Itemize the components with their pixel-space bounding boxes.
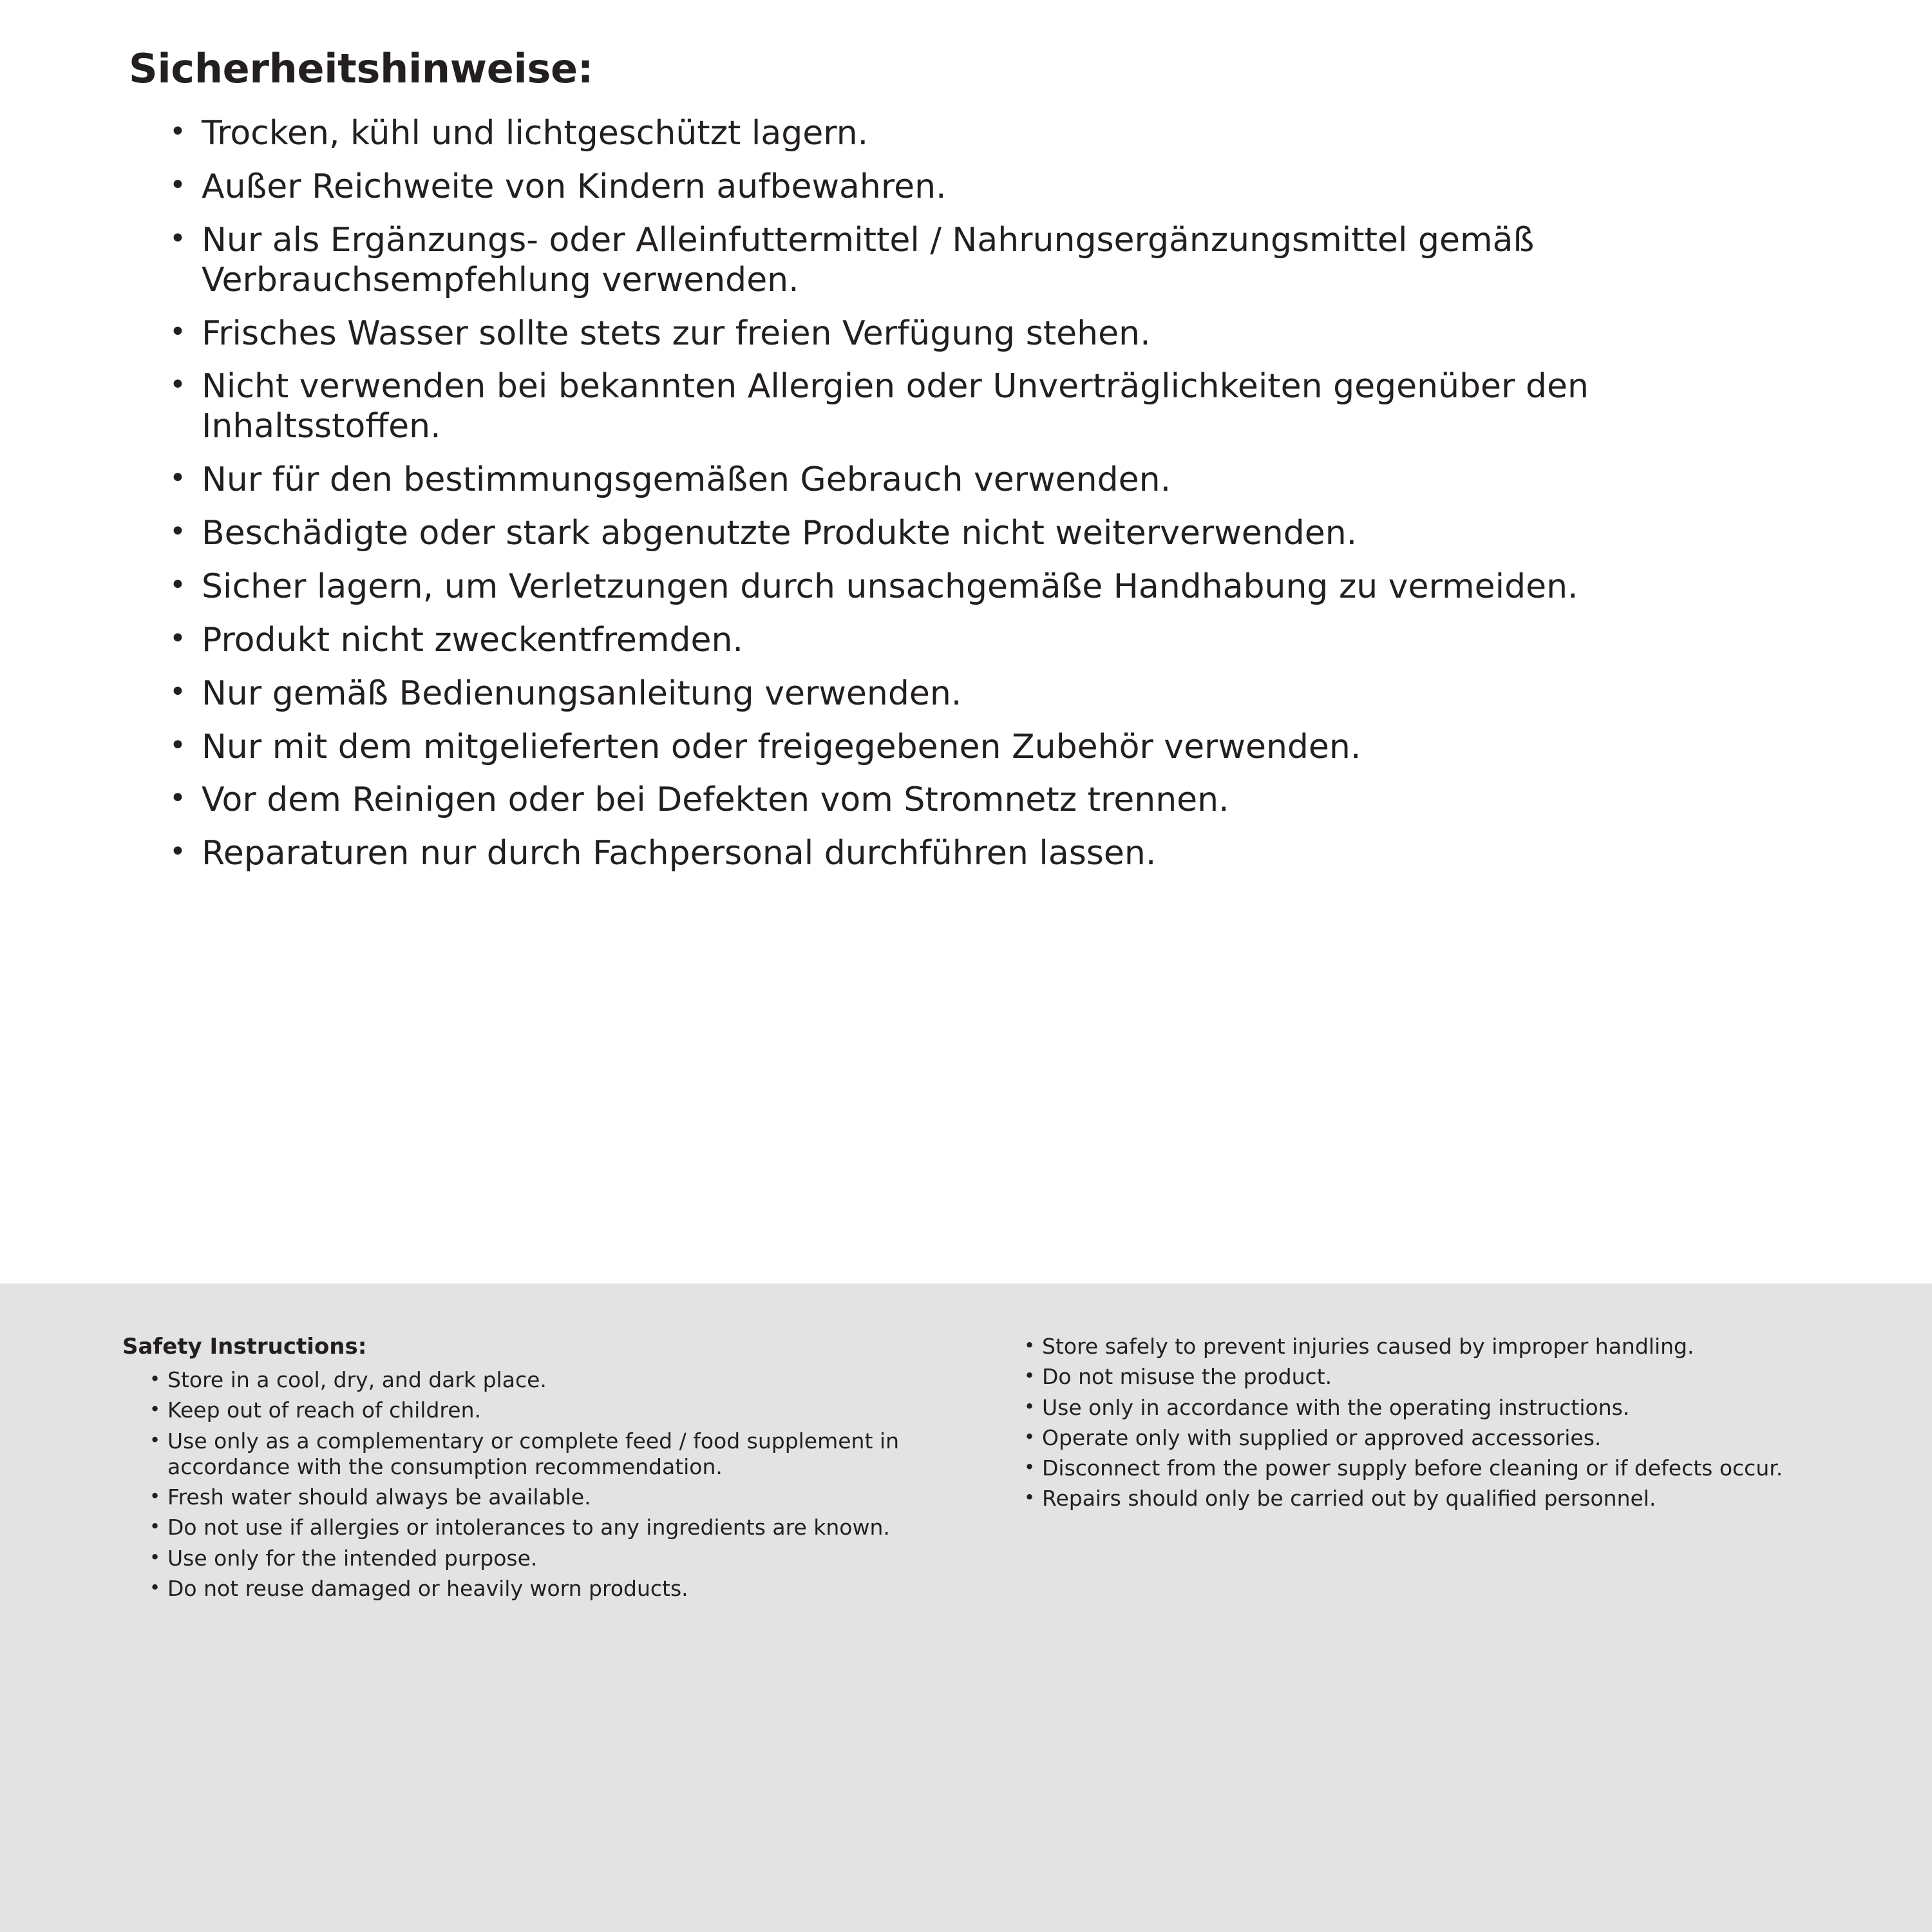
list-item-text: Do not reuse damaged or heavily worn products.	[167, 1575, 688, 1601]
list-item	[164, 367, 1835, 447]
bullet-icon: •	[169, 222, 186, 255]
list-item	[1024, 1334, 1874, 1359]
list-item	[164, 114, 1835, 154]
list-item-text: Frisches Wasser sollte stets zur freien Verfügung stehen.	[202, 314, 1151, 353]
list-item-text: Store in a cool, dry, and dark place.	[167, 1367, 547, 1392]
bullet-icon: •	[169, 462, 186, 495]
bullet-icon: •	[169, 115, 186, 148]
list-item-text: Do not misuse the product.	[1042, 1364, 1332, 1390]
list-item-text: Vor dem Reinigen oder bei Defekten vom Stromnetz trennen.	[202, 781, 1229, 820]
bullet-icon: •	[1024, 1395, 1036, 1417]
list-item-text: Nur für den bestimmungsgemäßen Gebrauch verwenden.	[202, 460, 1171, 500]
list-item	[164, 834, 1835, 874]
bullet-icon: •	[1024, 1456, 1036, 1478]
list-item	[164, 221, 1835, 301]
bullet-icon: •	[169, 168, 186, 202]
bullet-icon: •	[1024, 1425, 1036, 1448]
list-item	[164, 314, 1835, 354]
list-item	[149, 1576, 972, 1602]
list-item-text: Do not use if allergies or intolerances to any ingredients are known.	[167, 1515, 890, 1540]
english-two-column-layout	[122, 1334, 1855, 1932]
english-column-right	[1024, 1334, 1874, 1517]
list-item-text: Nur mit dem mitgelieferten oder freigegebenen Zubehör verwenden.	[202, 727, 1361, 766]
bullet-icon: •	[169, 835, 186, 869]
bullet-icon: •	[149, 1576, 161, 1598]
list-item-text: Use only as a complementary or complete feed / food supplement in accordance with the consumption recommendation.	[167, 1428, 899, 1479]
list-item	[164, 728, 1835, 768]
list-item-text: Fresh water should always be available.	[167, 1484, 591, 1510]
list-item-text: Disconnect from the power supply before cleaning or if defects occur.	[1042, 1455, 1783, 1481]
english-safety-section	[0, 1283, 1932, 1932]
bullet-icon: •	[149, 1485, 161, 1507]
english-column-left	[122, 1334, 972, 1606]
bullet-icon: •	[169, 621, 186, 655]
bullet-icon: •	[149, 1368, 161, 1390]
list-item	[149, 1397, 972, 1423]
list-item-text: Nur gemäß Bedienungsanleitung verwenden.	[202, 674, 962, 713]
german-heading: Sicherheitshinweise:	[129, 45, 594, 92]
list-item-text: Use only in accordance with the operating instructions.	[1042, 1394, 1630, 1420]
english-safety-list-left	[122, 1367, 972, 1602]
list-item-text: Produkt nicht zweckentfremden.	[202, 620, 744, 659]
list-item	[149, 1428, 972, 1481]
bullet-icon: •	[169, 728, 186, 762]
list-item-text: Repairs should only be carried out by qualified personnel.	[1042, 1486, 1656, 1511]
bullet-icon: •	[169, 515, 186, 548]
list-item	[149, 1546, 972, 1571]
list-item-text: Reparaturen nur durch Fachpersonal durchführen lassen.	[202, 834, 1157, 873]
list-item-text: Use only for the intended purpose.	[167, 1545, 538, 1571]
bullet-icon: •	[1024, 1486, 1036, 1509]
list-item	[164, 167, 1835, 207]
list-item	[149, 1515, 972, 1540]
bullet-icon: •	[149, 1515, 161, 1538]
list-item	[1024, 1395, 1874, 1421]
english-heading: Safety Instructions:	[122, 1334, 367, 1359]
list-item-text: Nicht verwenden bei bekannten Allergien oder Unverträglichkeiten gegenüber den Inhaltsstoffen.	[202, 367, 1589, 446]
list-item-text: Nur als Ergänzungs- oder Alleinfuttermittel / Nahrungsergänzungsmittel gemäß Verbrauchsempfehlung verwenden.	[202, 220, 1535, 299]
list-item	[164, 781, 1835, 820]
list-item	[149, 1484, 972, 1510]
list-item	[1024, 1364, 1874, 1390]
bullet-icon: •	[149, 1398, 161, 1421]
list-item	[164, 460, 1835, 500]
list-item	[164, 674, 1835, 714]
bullet-icon: •	[149, 1546, 161, 1568]
bullet-icon: •	[1024, 1334, 1036, 1356]
list-item-text: Operate only with supplied or approved accessories.	[1042, 1425, 1602, 1450]
list-item-text: Keep out of reach of children.	[167, 1397, 481, 1423]
list-item-text: Store safely to prevent injuries caused by improper handling.	[1042, 1334, 1694, 1359]
bullet-icon: •	[169, 782, 186, 815]
list-item	[1024, 1486, 1874, 1511]
bullet-icon: •	[169, 675, 186, 708]
bullet-icon: •	[169, 568, 186, 601]
list-item-text: Trocken, kühl und lichtgeschützt lagern.	[202, 114, 869, 153]
list-item-text: Sicher lagern, um Verletzungen durch unsachgemäße Handhabung zu vermeiden.	[202, 567, 1578, 606]
list-item	[1024, 1455, 1874, 1481]
bullet-icon: •	[169, 315, 186, 348]
list-item	[1024, 1425, 1874, 1451]
list-item	[149, 1367, 972, 1393]
list-item-text: Außer Reichweite von Kindern aufbewahren.	[202, 167, 947, 206]
bullet-icon: •	[1024, 1365, 1036, 1387]
english-safety-list-right	[1024, 1334, 1874, 1512]
bullet-icon: •	[149, 1428, 161, 1451]
list-item	[164, 621, 1835, 661]
list-item	[164, 514, 1835, 554]
list-item	[164, 567, 1835, 607]
german-safety-list	[129, 114, 1835, 874]
list-item-text: Beschädigte oder stark abgenutzte Produkte nicht weiterverwenden.	[202, 514, 1358, 553]
bullet-icon: •	[169, 368, 186, 402]
